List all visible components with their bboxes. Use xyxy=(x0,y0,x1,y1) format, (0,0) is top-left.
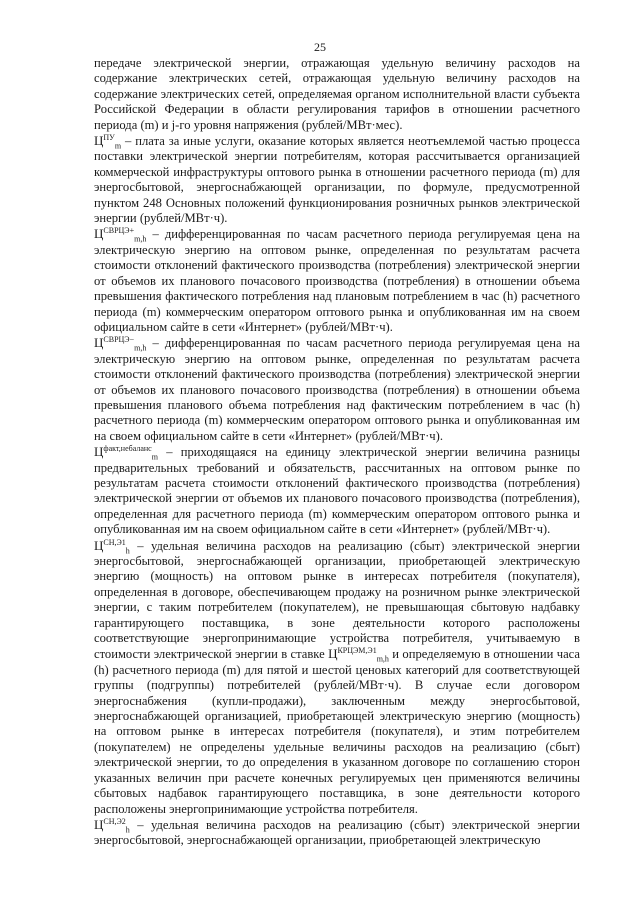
definition-text: – дифференцированная по часам расчетного периода регулируемая цена на электрическую энергию на оптовом рынке, определенная по результатам расчета стоимости отклонений фактического производства (потребления) электрической энергии от объемов их планового почасового производства (потребления) в отношении объема превышения фактического потребления над плановым потреблением в час (h) расчетного периода (m) коммерческим оператором оптового рынка и опубликованная им на своем официальном сайте в сети «Интернет» (рублей/МВт·ч). xyxy=(94,227,580,334)
inline-formula-symbol: $Ц^{КРЦЭМ,Э1}_{m,h}$ xyxy=(328,646,389,664)
formula-symbol: $Ц^{СН,Э2}_h$ xyxy=(94,816,130,835)
formula-symbol: $Ц^{факт,небаланс}_m$ xyxy=(94,443,158,462)
formula-symbol: $Ц^{ПУ}_m$ xyxy=(94,132,122,151)
definition-text: – приходящаяся на единицу электрической энергии величина разницы предварительных требований и обязательств, рассчитанных на оптовом рынке по результатам расчета стоимости отклонений фактического производства (потребления) электрической энергии от объемов их планового почасового производства (потребления), определенная для расчетного периода (m) коммерческим оператором оптового рынка и опубликованная им на своем официальном сайте в сети «Интернет» (рублей/МВт·ч). xyxy=(94,445,580,537)
definition-paragraph xyxy=(94,133,580,226)
definition-text: – удельная величина расходов на реализацию (сбыт) электрической энергии энергосбытовой, энергоснабжающей организации, приобретающей электрическую энергию (мощность) на оптовом рынке в интересах потребителя (покупателя), определенная в договоре, обеспечивающем продажу на розничном рынке электрической энергии, с таким потребителем (покупателем), не превышающая сбытовую надбавку гарантирующего поставщика, в зоне деятельности которого расположены соответствующие энергопринимающие устройства потребителя, учитываемую в стоимости электрической энергии в ставке xyxy=(94,538,580,662)
page-number: 25 xyxy=(314,40,326,54)
paragraph-text: передаче электрической энергии, отражающая удельную величину расходов на содержание электрических сетей, отражающая удельную величину расходов на содержание электрических сетей, определяемая органом исполнительной власти субъекта Российской Федерации в области регулирования тарифов в отношении расчетного периода (m) и j-го уровня напряжения (рублей/МВт·мес). xyxy=(94,56,580,132)
definition-text-continued: и определяемую в отношении часа (h) расчетного периода (m) для пятой и шестой ценовых категорий для соответствующей группы (подгруппы) потребителей (рублей/МВт·ч). В случае если договором энергоснабжения (купли-продажи), заключенным между энергосбытовой, энергоснабжающей организацией, приобретающей электрическую энергию (мощность) на оптовом рынке в интересах потребителя (покупателя), и этим потребителем (покупателем) не определены удельные величины расходов на реализацию (сбыт) электрической энергии, то до определения в указанном договоре по соглашению сторон указанных величин при расчете конечных регулируемых цен применяются величины сбытовых надбавок гарантирующего поставщика, в зоне деятельности которого расположены энергопринимающие устройства потребителя. xyxy=(94,647,580,816)
paragraph-continuation xyxy=(94,56,580,133)
definition-text: – дифференцированная по часам расчетного периода регулируемая цена на электрическую энергию на оптовом рынке, определенная по результатам расчета стоимости отклонений фактического производства (потребления) электрической энергии от объемов их планового почасового производства (потребления) в отношении объема превышения планового объема потребления над фактическим потреблением в час (h) расчетного периода (m) коммерческим оператором оптового рынка и опубликованная им на своем официальном сайте в сети «Интернет» (рублей/МВт·ч). xyxy=(94,336,580,443)
document-body xyxy=(94,56,580,849)
definition-paragraph xyxy=(94,226,580,335)
definition-text: – плата за иные услуги, оказание которых является неотъемлемой частью процесса поставки электрической энергии потребителям, которая рассчитывается организацией коммерческой инфраструктуры оптового рынка в отношении расчетного периода (m) для энергосбытовой, энергоснабжающей организации, по формуле, предусмотренной пунктом 248 Основных положений функционирования розничных рынков электрической энергии (рублей/МВт·ч). xyxy=(94,134,580,226)
formula-symbol: $Ц^{СН,Э1}_h$ xyxy=(94,537,130,556)
definition-paragraph xyxy=(94,538,580,817)
definition-paragraph xyxy=(94,444,580,537)
formula-symbol: $Ц^{СВРЦЭ-}_{m,h}$ xyxy=(94,335,147,353)
formula-symbol: $Ц^{СВРЦЭ+}_{m,h}$ xyxy=(94,226,147,244)
definition-paragraph xyxy=(94,335,580,444)
definition-paragraph xyxy=(94,817,580,849)
definition-text: – удельная величина расходов на реализацию (сбыт) электрической энергии энергосбытовой, энергоснабжающей организации, приобретающей электрическую xyxy=(94,817,580,848)
